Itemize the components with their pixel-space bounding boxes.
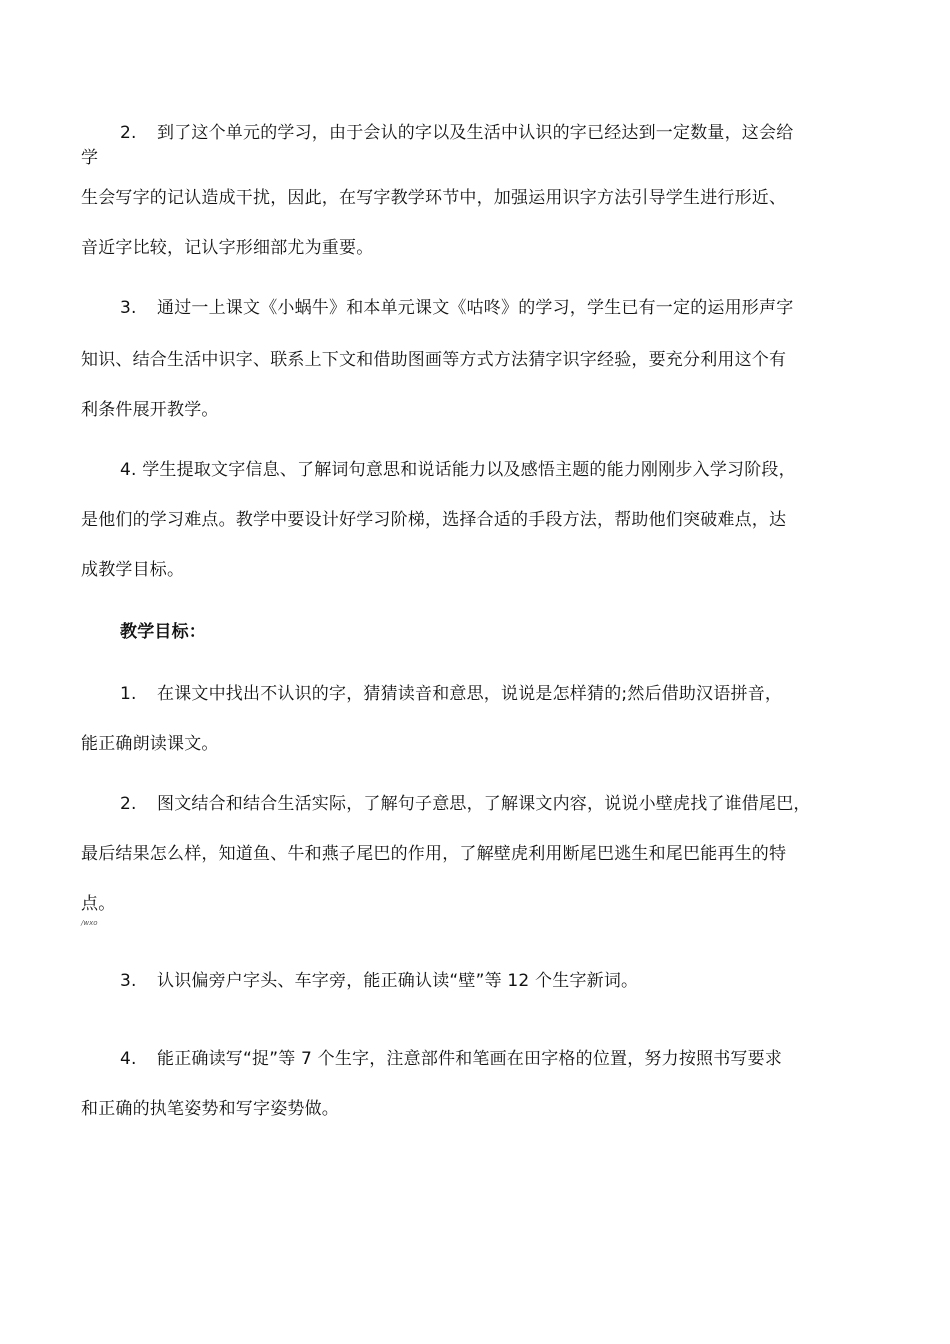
goal-4-line-1: 4. 能正确读写“捉”等 7 个生字，注意部件和笔画在田字格的位置，努力按照书写要求: [120, 1049, 783, 1069]
goal-3-number: 3.: [120, 971, 137, 991]
goal-1-line-2: 能正确朗读课文。: [81, 734, 219, 754]
paragraph-3-number: 3.: [120, 298, 137, 318]
goal-1-line-1: 1. 在课文中找出不认识的字，猜猜读音和意思，说说是怎样猜的;然后借助汉语拼音，: [120, 684, 783, 704]
paragraph-2-number: 2.: [120, 123, 137, 143]
goal-2-number: 2.: [120, 794, 137, 814]
paragraph-2-line-2: 学: [81, 148, 99, 168]
small-mark: /wxo: [81, 919, 98, 927]
paragraph-4-line-1: 4. 学生提取文字信息、了解词句意思和说话能力以及感悟主题的能力刚刚步入学习阶段，: [120, 460, 796, 480]
paragraph-2-line-4: 音近字比较，记认字形细部尤为重要。: [81, 238, 374, 258]
goal-2-line-1: 2. 图文结合和结合生活实际，了解句子意思，了解课文内容，说说小壁虎找了谁借尾巴，: [120, 794, 811, 814]
goal-1-number: 1.: [120, 684, 137, 704]
goal-2-line-2: 最后结果怎么样，知道鱼、牛和燕子尾巴的作用，了解壁虎利用断尾巴逃生和尾巴能再生的特: [81, 844, 787, 864]
paragraph-3-line-1: 3. 通过一上课文《小蜗牛》和本单元课文《咕咚》的学习，学生已有一定的运用形声字: [120, 298, 794, 318]
paragraph-3-line-2: 知识、结合生活中识字、联系上下文和借助图画等方式方法猜字识字经验，要充分利用这个有: [81, 350, 787, 370]
paragraph-2-line-1: 2. 到了这个单元的学习，由于会认的字以及生活中认识的字已经达到一定数量，这会给: [120, 123, 794, 143]
section-heading: 教学目标：: [120, 622, 206, 642]
paragraph-3-line-3: 利条件展开教学。: [81, 400, 219, 420]
paragraph-4-line-2: 是他们的学习难点。教学中要设计好学习阶梯，选择合适的手段方法，帮助他们突破难点，达: [81, 510, 787, 530]
goal-4-number: 4.: [120, 1049, 137, 1069]
goal-4-line-2: 和正确的执笔姿势和写字姿势做。: [81, 1099, 339, 1119]
paragraph-2-line-3: 生会写字的记认造成干扰，因此，在写字教学环节中，加强运用识字方法引导学生进行形近、: [81, 188, 787, 208]
goal-3-line-1: 3. 认识偏旁户字头、车字旁，能正确认读“壁”等 12 个生字新词。: [120, 971, 639, 991]
paragraph-4-line-3: 成教学目标。: [81, 560, 185, 580]
goal-2-line-3: 点。: [81, 894, 116, 914]
